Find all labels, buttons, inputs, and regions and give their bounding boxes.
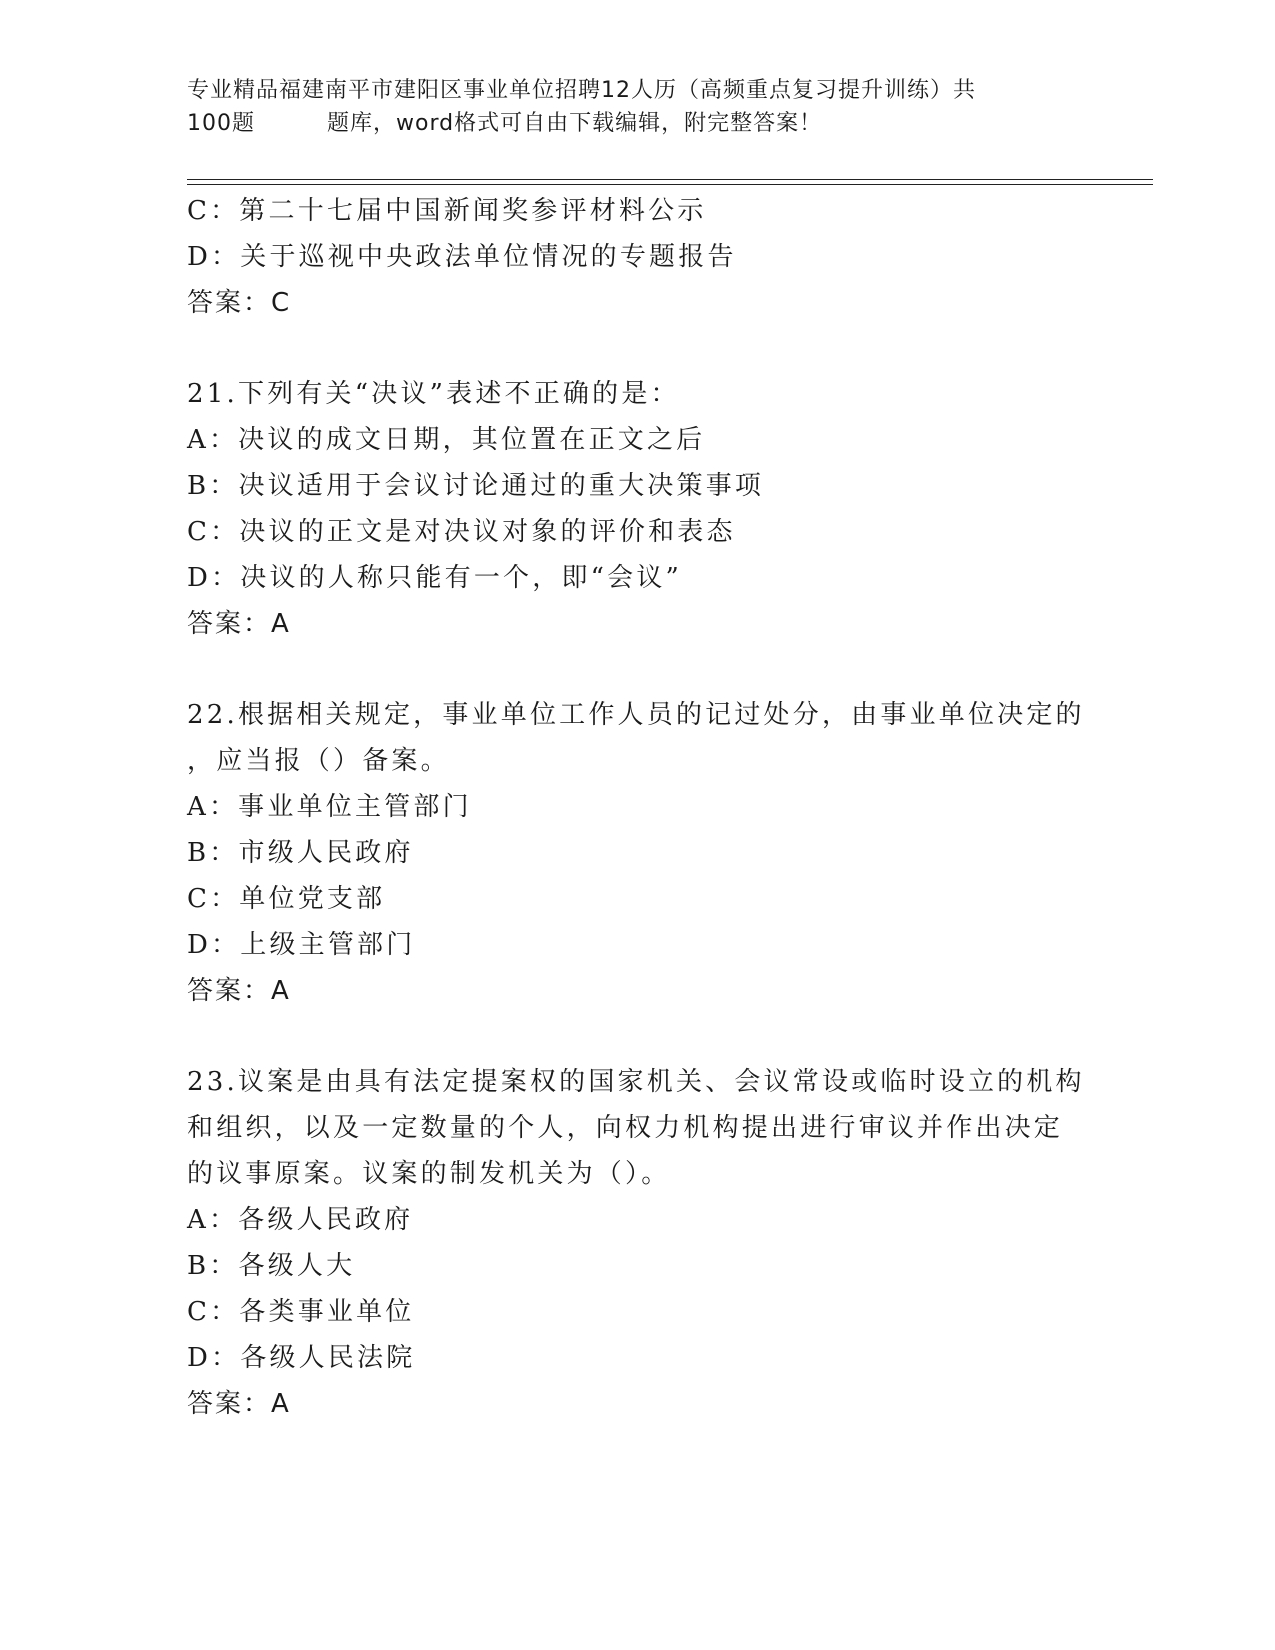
- answer-line: 答案：A: [187, 609, 291, 639]
- header-divider-top: [187, 179, 1153, 180]
- option-b: B：各级人大: [187, 1251, 356, 1281]
- option-c: C：单位党支部: [187, 884, 386, 914]
- option-a: A：各级人民政府: [187, 1205, 414, 1235]
- question-stem-continued: 和组织，以及一定数量的个人，向权力机构提出进行审议并作出决定: [187, 1113, 1064, 1143]
- option-a: A：事业单位主管部门: [187, 792, 472, 822]
- header-divider-bottom: [187, 184, 1153, 185]
- option-c: C：第二十七届中国新闻奖参评材料公示: [187, 196, 707, 226]
- question-stem: 22.根据相关规定，事业单位工作人员的记过处分，由事业单位决定的: [187, 700, 1085, 730]
- option-b: B：决议适用于会议讨论通过的重大决策事项: [187, 471, 765, 501]
- answer-line: 答案：C: [187, 288, 292, 318]
- document-header: [187, 74, 1067, 140]
- header-title-line2: [187, 107, 1067, 140]
- header-title-suffix: 题库，word格式可自由下载编辑，附完整答案！: [327, 111, 823, 136]
- question-stem-continued: 的议事原案。议案的制发机关为（）。: [187, 1159, 671, 1189]
- answer-line: 答案：A: [187, 976, 291, 1006]
- question-stem-continued: ，应当报（）备案。: [187, 746, 450, 776]
- question-stem: 21.下列有关“决议”表述不正确的是：: [187, 379, 680, 409]
- option-a: A：决议的成文日期，其位置在正文之后: [187, 425, 706, 455]
- document-body: [187, 188, 1087, 1427]
- option-b: B：市级人民政府: [187, 838, 414, 868]
- option-d: D：各级人民法院: [187, 1343, 416, 1373]
- option-d: D：决议的人称只能有一个，即“会议”: [187, 563, 683, 593]
- option-c: C：决议的正文是对决议对象的评价和表态: [187, 517, 736, 547]
- option-d: D：关于巡视中央政法单位情况的专题报告: [187, 242, 737, 272]
- question-block-22: [187, 692, 1087, 1014]
- option-c: C：各类事业单位: [187, 1297, 415, 1327]
- question-stem: 23.议案是由具有法定提案权的国家机关、会议常设或临时设立的机构: [187, 1067, 1085, 1097]
- header-title-line1: 专业精品福建南平市建阳区事业单位招聘12人历（高频重点复习提升训练）共: [187, 78, 976, 103]
- question-block-23: [187, 1059, 1087, 1427]
- option-d: D：上级主管部门: [187, 930, 416, 960]
- question-block-21: [187, 371, 1087, 647]
- answer-line: 答案：A: [187, 1389, 291, 1419]
- header-question-count: 100题: [187, 111, 255, 136]
